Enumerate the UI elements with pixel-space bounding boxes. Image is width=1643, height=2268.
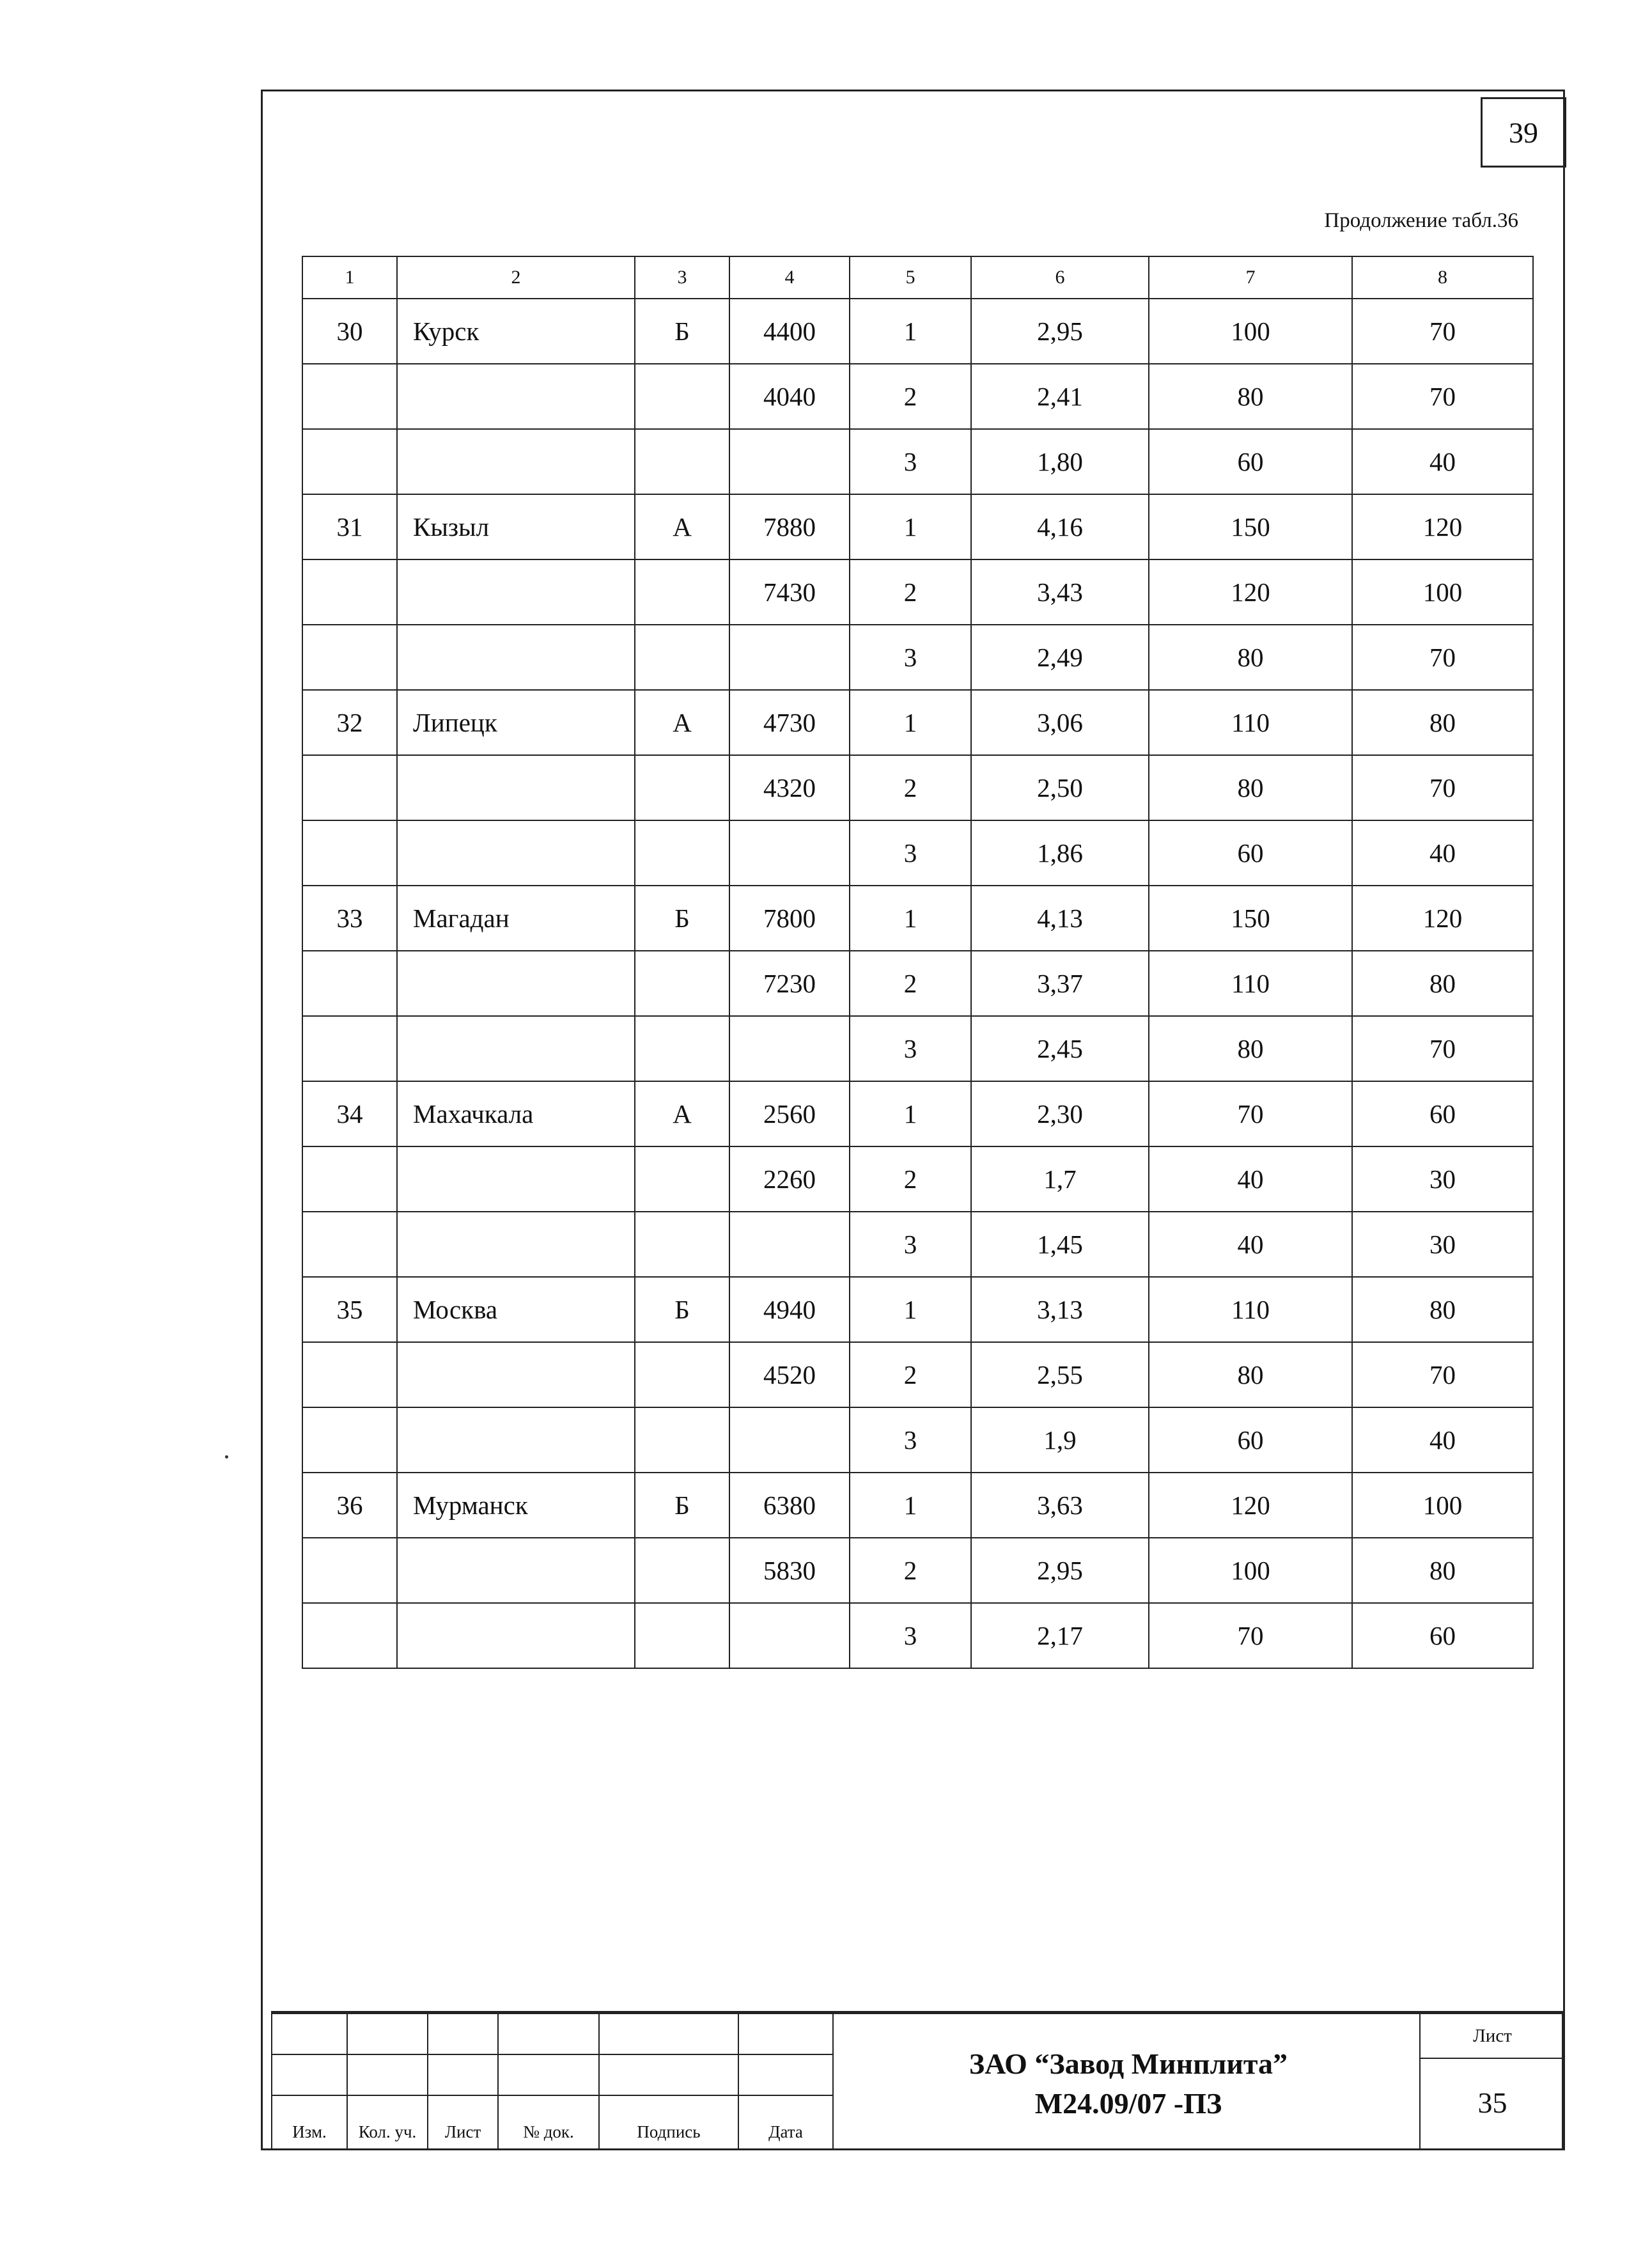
table-cell — [729, 1212, 850, 1277]
table-cell: 2,49 — [971, 625, 1149, 690]
table-cell: 3,06 — [971, 690, 1149, 755]
table-cell: 3 — [850, 1212, 971, 1277]
table-cell — [397, 755, 635, 820]
table-cell: Курск — [397, 299, 635, 364]
table-row — [302, 429, 1533, 494]
table-cell: 3,43 — [971, 559, 1149, 625]
table-cell — [302, 820, 397, 886]
table-row — [302, 1081, 1533, 1146]
table-cell: 2,17 — [971, 1603, 1149, 1668]
table-cell: 120 — [1352, 886, 1533, 951]
table-cell: 7430 — [729, 559, 850, 625]
table-cell — [729, 1407, 850, 1473]
table-cell — [397, 625, 635, 690]
table-row — [302, 1538, 1533, 1603]
table-header-row — [302, 256, 1533, 299]
table-cell — [302, 1603, 397, 1668]
table-row — [302, 1277, 1533, 1342]
table-cell: 1,9 — [971, 1407, 1149, 1473]
table-cell: 120 — [1149, 1473, 1352, 1538]
table-cell: 60 — [1352, 1081, 1533, 1146]
table-cell: 2560 — [729, 1081, 850, 1146]
table-cell — [635, 820, 729, 886]
table-cell: 2260 — [729, 1146, 850, 1212]
table-cell — [635, 951, 729, 1016]
table-cell: 100 — [1352, 559, 1533, 625]
table-row — [302, 820, 1533, 886]
table-cell — [635, 1146, 729, 1212]
table-cell: 3 — [850, 820, 971, 886]
stamp-label-signature: Подпись — [637, 2122, 701, 2141]
table-cell: 70 — [1149, 1081, 1352, 1146]
table-row — [302, 625, 1533, 690]
table-cell — [635, 1407, 729, 1473]
table-cell: 80 — [1352, 951, 1533, 1016]
table-cell: 60 — [1149, 820, 1352, 886]
table-cell — [397, 1538, 635, 1603]
table-cell: 40 — [1149, 1212, 1352, 1277]
table-cell — [635, 1016, 729, 1081]
table-cell — [397, 1146, 635, 1212]
table-cell: 70 — [1352, 755, 1533, 820]
table-cell — [302, 364, 397, 429]
table-cell: 30 — [1352, 1146, 1533, 1212]
stamp-divider — [1419, 2058, 1563, 2059]
table-cell — [635, 559, 729, 625]
stamp-divider — [271, 2095, 834, 2096]
table-cell: 3 — [850, 429, 971, 494]
table-cell — [302, 1407, 397, 1473]
table-cell: 40 — [1352, 429, 1533, 494]
table-cell: 5830 — [729, 1538, 850, 1603]
table-cell: 70 — [1352, 1342, 1533, 1407]
table-cell: Кызыл — [397, 494, 635, 559]
table-cell: 110 — [1149, 690, 1352, 755]
scan-speck — [225, 1455, 228, 1459]
table-cell: 4400 — [729, 299, 850, 364]
table-cell: 70 — [1352, 625, 1533, 690]
table-cell: Махачкала — [397, 1081, 635, 1146]
table-cell: 80 — [1149, 1016, 1352, 1081]
table-cell: 33 — [302, 886, 397, 951]
table-cell — [397, 951, 635, 1016]
table-cell — [397, 1407, 635, 1473]
table-cell — [397, 1603, 635, 1668]
table-cell — [729, 429, 850, 494]
table-row — [302, 951, 1533, 1016]
table-cell: Б — [635, 1473, 729, 1538]
document-code: М24.09/07 -ПЗ — [1034, 2087, 1222, 2120]
stamp-label-doc: № док. — [523, 2122, 574, 2141]
table-cell: 2,95 — [971, 1538, 1149, 1603]
table-cell — [302, 1538, 397, 1603]
table-cell: 60 — [1149, 429, 1352, 494]
table-cell: 150 — [1149, 886, 1352, 951]
table-cell: 2,45 — [971, 1016, 1149, 1081]
table-cell: 80 — [1352, 1538, 1533, 1603]
table-cell: 34 — [302, 1081, 397, 1146]
table-cell — [397, 429, 635, 494]
table-cell: 100 — [1149, 1538, 1352, 1603]
table-row — [302, 1016, 1533, 1081]
table-cell: 70 — [1352, 1016, 1533, 1081]
table-cell: 1,86 — [971, 820, 1149, 886]
stamp-divider — [271, 2054, 834, 2055]
table-cell — [397, 1212, 635, 1277]
table-cell: А — [635, 494, 729, 559]
table-cell: А — [635, 690, 729, 755]
table-cell: 110 — [1149, 951, 1352, 1016]
table-cell: 2,50 — [971, 755, 1149, 820]
table-cell: 2,95 — [971, 299, 1149, 364]
table-cell: 30 — [1352, 1212, 1533, 1277]
table-cell: 3 — [850, 1407, 971, 1473]
table-cell: 4940 — [729, 1277, 850, 1342]
table-row — [302, 1212, 1533, 1277]
table-cell: 2,41 — [971, 364, 1149, 429]
company-title — [837, 2044, 1419, 2123]
table-cell: 60 — [1352, 1603, 1533, 1668]
table-cell — [302, 429, 397, 494]
table-cell — [635, 1342, 729, 1407]
table-cell — [302, 1342, 397, 1407]
table-row — [302, 559, 1533, 625]
table-cell: 80 — [1149, 1342, 1352, 1407]
table-cell: Липецк — [397, 690, 635, 755]
table-cell: 1 — [850, 494, 971, 559]
table-cell: Мурманск — [397, 1473, 635, 1538]
table-cell: Магадан — [397, 886, 635, 951]
table-cell: 70 — [1352, 299, 1533, 364]
table-cell: 1,45 — [971, 1212, 1149, 1277]
table-cell — [729, 1603, 850, 1668]
table-cell — [397, 559, 635, 625]
stamp-label-kol-uch: Кол. уч. — [358, 2122, 417, 2141]
table-cell — [302, 1212, 397, 1277]
table-row — [302, 886, 1533, 951]
table-caption: Продолжение табл.36 — [1324, 209, 1518, 232]
table-cell — [635, 364, 729, 429]
header-cell: 6 — [971, 256, 1149, 299]
table-cell: 3 — [850, 625, 971, 690]
table-cell: 2,30 — [971, 1081, 1149, 1146]
table-cell — [302, 625, 397, 690]
table-cell — [397, 364, 635, 429]
table-cell: 35 — [302, 1277, 397, 1342]
table-cell — [635, 1538, 729, 1603]
header-cell: 7 — [1149, 256, 1352, 299]
stamp-label-date: Дата — [768, 2122, 803, 2141]
table-cell: 30 — [302, 299, 397, 364]
header-cell: 8 — [1352, 256, 1533, 299]
table-cell: 6380 — [729, 1473, 850, 1538]
table-cell — [302, 559, 397, 625]
table-cell — [729, 625, 850, 690]
table-cell: 1 — [850, 299, 971, 364]
header-cell: 3 — [635, 256, 729, 299]
data-table — [302, 256, 1534, 1669]
table-cell: Б — [635, 1277, 729, 1342]
table-cell: 2 — [850, 364, 971, 429]
table-cell: 32 — [302, 690, 397, 755]
table-cell: 2 — [850, 1146, 971, 1212]
sheet-label: Лист — [1473, 2026, 1512, 2046]
table-cell — [635, 755, 729, 820]
table-cell: 40 — [1352, 1407, 1533, 1473]
table-cell: 4,16 — [971, 494, 1149, 559]
header-cell: 4 — [729, 256, 850, 299]
table-cell: 4730 — [729, 690, 850, 755]
table-cell: 70 — [1352, 364, 1533, 429]
table-cell: 4040 — [729, 364, 850, 429]
table-cell: 1 — [850, 886, 971, 951]
table-cell: 3,13 — [971, 1277, 1149, 1342]
table-cell: 4,13 — [971, 886, 1149, 951]
table-cell: 2 — [850, 755, 971, 820]
table-cell — [302, 755, 397, 820]
table-cell: 31 — [302, 494, 397, 559]
table-cell — [302, 1146, 397, 1212]
table-cell: Б — [635, 886, 729, 951]
header-cell: 2 — [397, 256, 635, 299]
table-cell: 2 — [850, 1342, 971, 1407]
table-cell — [397, 1016, 635, 1081]
table-cell: 2 — [850, 1538, 971, 1603]
stamp-label-list: Лист — [444, 2122, 481, 2141]
table-row — [302, 1407, 1533, 1473]
table-cell — [635, 625, 729, 690]
table-row — [302, 364, 1533, 429]
table-cell: 2 — [850, 951, 971, 1016]
table-row — [302, 1342, 1533, 1407]
table-cell: 1,80 — [971, 429, 1149, 494]
table-cell: 1 — [850, 1277, 971, 1342]
stamp-label-izm: Изм. — [292, 2122, 327, 2141]
table-cell: 3 — [850, 1016, 971, 1081]
table-cell — [397, 820, 635, 886]
table-cell: 80 — [1149, 625, 1352, 690]
table-cell: 7880 — [729, 494, 850, 559]
table-cell: 7800 — [729, 886, 850, 951]
table-cell — [302, 1016, 397, 1081]
table-cell: 3 — [850, 1603, 971, 1668]
table-cell: 80 — [1352, 1277, 1533, 1342]
table-cell: 4520 — [729, 1342, 850, 1407]
table-cell: 80 — [1149, 755, 1352, 820]
table-cell — [302, 951, 397, 1016]
table-row — [302, 1603, 1533, 1668]
table-row — [302, 755, 1533, 820]
table-cell: 70 — [1149, 1603, 1352, 1668]
table-row — [302, 1473, 1533, 1538]
table-row — [302, 299, 1533, 364]
table-cell: 40 — [1149, 1146, 1352, 1212]
table-cell: 120 — [1149, 559, 1352, 625]
table-cell: 60 — [1149, 1407, 1352, 1473]
header-cell: 1 — [302, 256, 397, 299]
table-cell — [635, 1603, 729, 1668]
table-cell: 3,63 — [971, 1473, 1149, 1538]
table-cell: 110 — [1149, 1277, 1352, 1342]
table-cell: 120 — [1352, 494, 1533, 559]
table-cell: А — [635, 1081, 729, 1146]
table-cell — [729, 820, 850, 886]
table-cell: 4320 — [729, 755, 850, 820]
table-cell — [729, 1016, 850, 1081]
table-row — [302, 690, 1533, 755]
table-cell: 150 — [1149, 494, 1352, 559]
table-cell: Б — [635, 299, 729, 364]
table-cell: 2,55 — [971, 1342, 1149, 1407]
table-row — [302, 494, 1533, 559]
table-cell: 1,7 — [971, 1146, 1149, 1212]
table-cell: 1 — [850, 1473, 971, 1538]
page-number: 39 — [1481, 97, 1566, 168]
table-cell: 100 — [1352, 1473, 1533, 1538]
header-cell: 5 — [850, 256, 971, 299]
table-cell — [635, 1212, 729, 1277]
table-cell: 80 — [1352, 690, 1533, 755]
table-cell — [397, 1342, 635, 1407]
table-cell: Москва — [397, 1277, 635, 1342]
table-cell: 3,37 — [971, 951, 1149, 1016]
table-cell: 1 — [850, 690, 971, 755]
company-name: ЗАО “Завод Минплита” — [969, 2047, 1288, 2080]
table-cell: 1 — [850, 1081, 971, 1146]
table-row — [302, 1146, 1533, 1212]
table-cell: 36 — [302, 1473, 397, 1538]
table-cell: 7230 — [729, 951, 850, 1016]
table-cell — [635, 429, 729, 494]
table-cell: 80 — [1149, 364, 1352, 429]
sheet-number: 35 — [1477, 2086, 1507, 2119]
table-cell: 100 — [1149, 299, 1352, 364]
table-cell: 2 — [850, 559, 971, 625]
table-cell: 40 — [1352, 820, 1533, 886]
